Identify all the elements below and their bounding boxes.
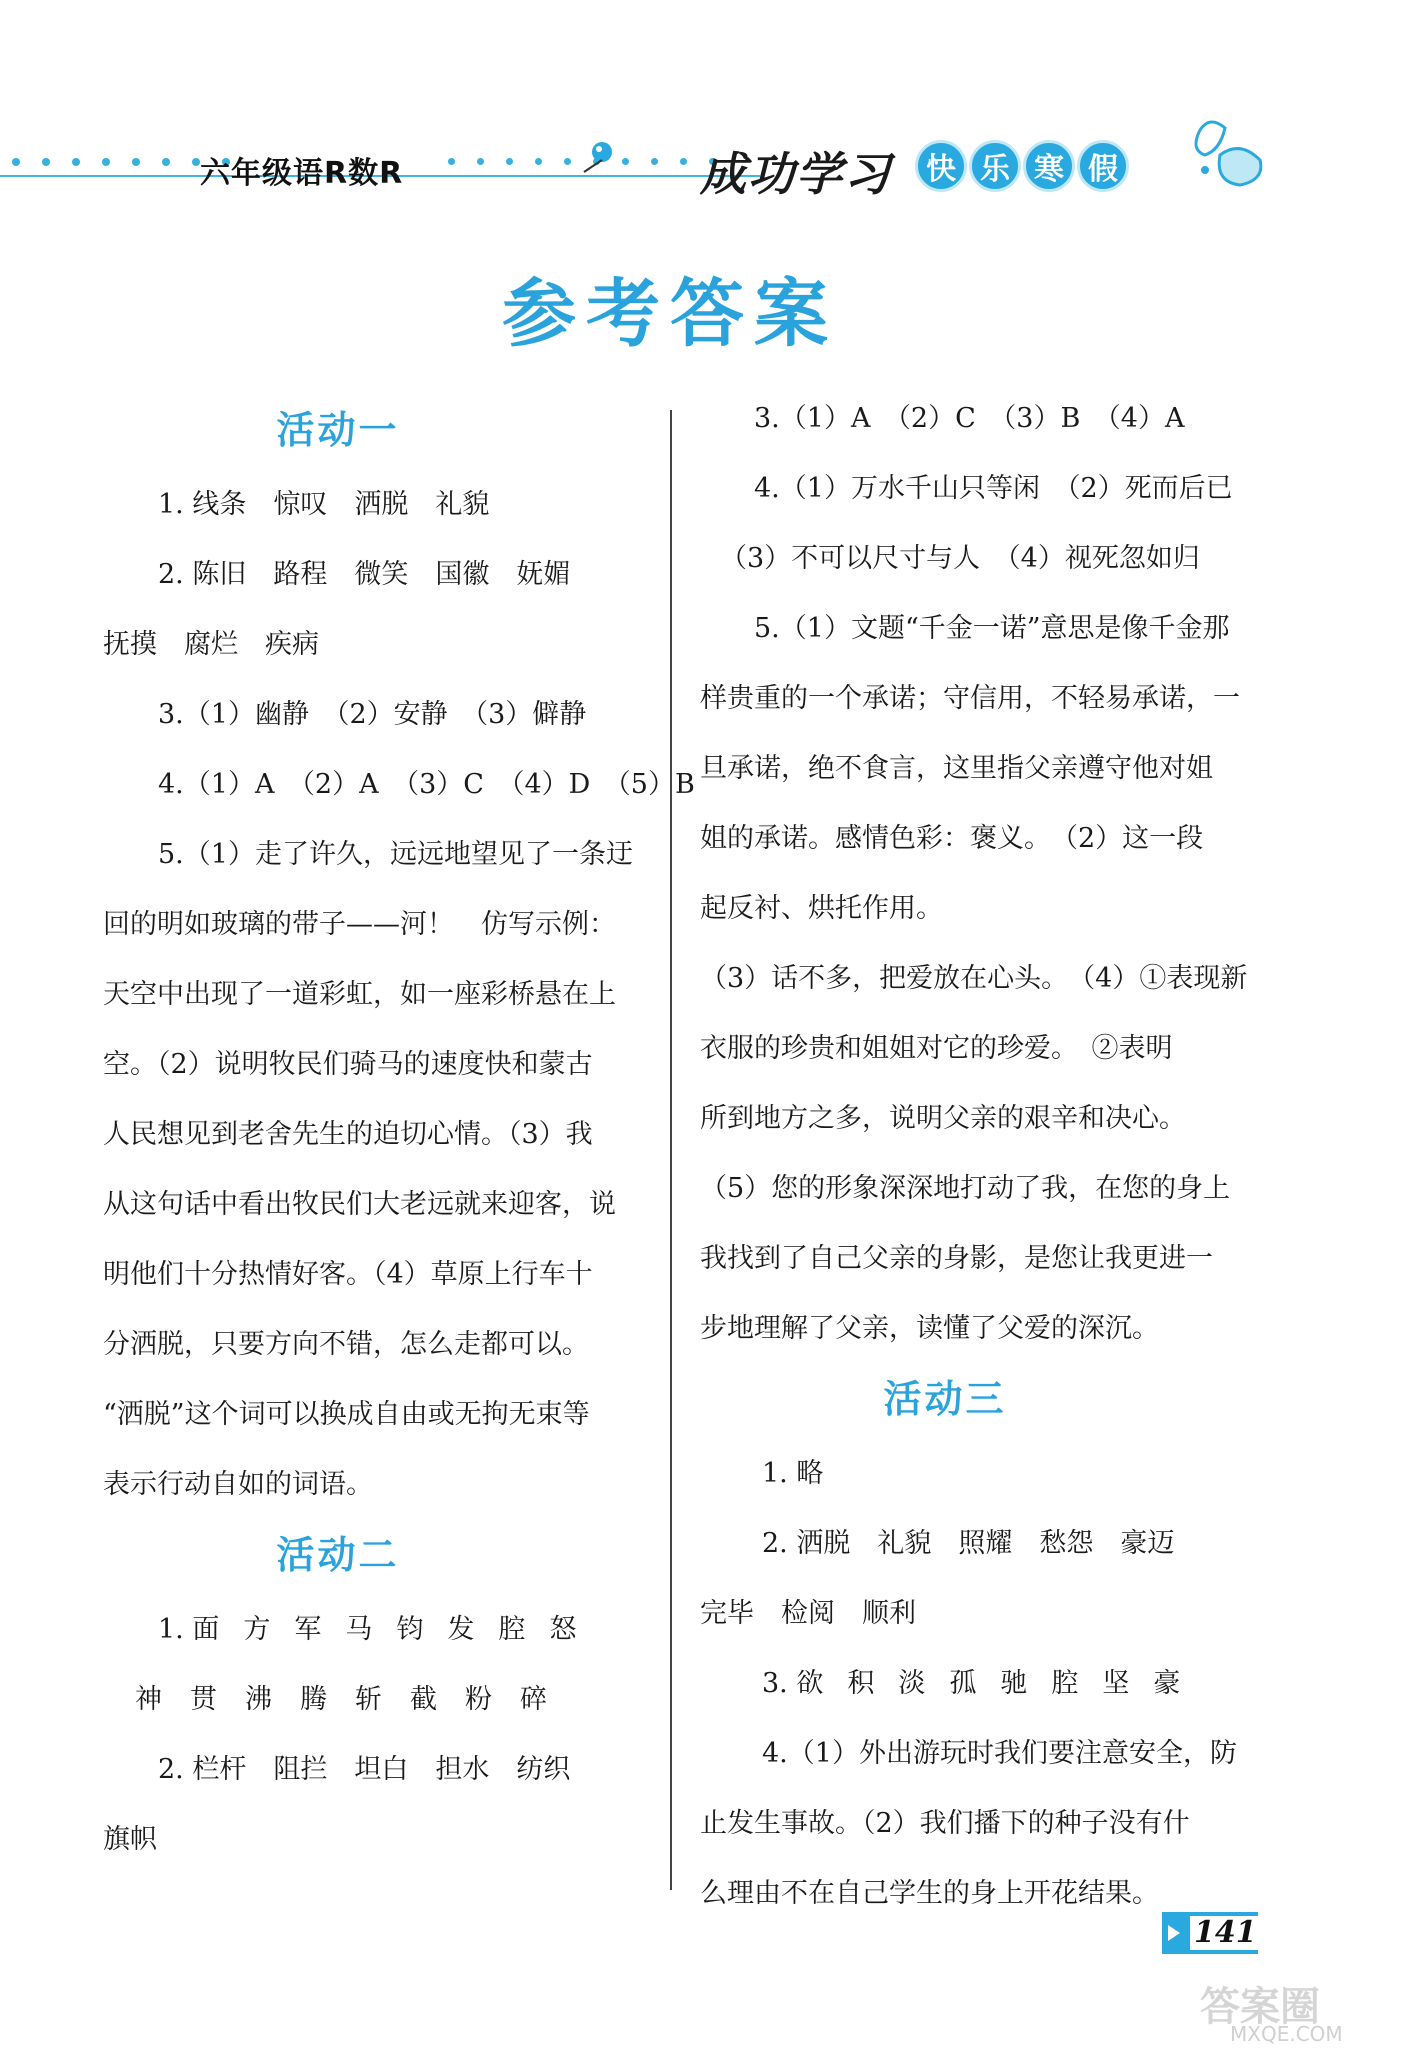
answer-line (103, 1595, 653, 1665)
answer-line: “洒脱”这个词可以换成自由或无拘无束等 (103, 1399, 590, 1430)
answer-line: 么理由不在自己学生的身上开花结果。 (700, 1878, 1159, 1909)
answer-line (700, 1649, 1260, 1719)
answer-line (103, 1665, 653, 1735)
answer-line: 回的明如玻璃的带子——河！ 仿写示例： (103, 909, 616, 940)
answer-char: 3. 欲 (762, 1668, 824, 1699)
answer-line: 抚摸 腐烂 疾病 (103, 629, 319, 660)
answer-line: 1. 线条 惊叹 洒脱 礼貌 (158, 489, 490, 520)
badge-char: 寒 (1023, 140, 1075, 192)
answer-char: 沸 (245, 1684, 272, 1715)
answer-char: 碎 (520, 1684, 547, 1715)
answer-line: 表示行动自如的词语。 (103, 1469, 373, 1500)
answer-line: 4.（1）外出游玩时我们要注意安全，防 (762, 1738, 1237, 1769)
section-heading: 活动二 (276, 1533, 400, 1577)
answer-char: 1. 面 (158, 1614, 220, 1645)
answer-char: 怒 (549, 1614, 577, 1645)
answer-char: 驰 (1000, 1668, 1028, 1699)
answer-char: 坚 (1102, 1668, 1130, 1699)
answer-line: 1. 略 (762, 1458, 824, 1489)
answer-line: 5.（1）走了许久，远远地望见了一条迂 (158, 839, 633, 870)
page-title: 参考答案 (502, 271, 838, 357)
answer-char: 截 (410, 1684, 437, 1715)
pushpin-icon (572, 138, 622, 178)
answer-char: 腔 (1051, 1668, 1079, 1699)
answer-line: 分洒脱，只要方向不错，怎么走都可以。 (103, 1329, 589, 1360)
answer-line: 姐的承诺。感情色彩：褒义。 （2）这一段 (700, 823, 1204, 854)
watermark-url: MXQE.COM (1230, 2022, 1343, 2046)
answer-char: 豪 (1153, 1668, 1181, 1699)
right-column (700, 384, 1260, 1929)
answer-line: 所到地方之多，说明父亲的艰辛和决心。 (700, 1103, 1186, 1134)
answer-line: 2. 栏杆 阻拦 坦白 担水 纺织 (158, 1754, 571, 1785)
answer-line: 止发生事故。（2）我们播下的种子没有什 (700, 1808, 1190, 1839)
answer-line: 衣服的珍贵和姐姐对它的珍爱。 ②表明 (700, 1033, 1173, 1064)
answer-char: 马 (345, 1614, 373, 1645)
answer-char: 贯 (190, 1684, 217, 1715)
play-triangle-icon (1168, 1925, 1180, 1941)
badge-char: 假 (1077, 140, 1129, 192)
answer-char: 钧 (396, 1614, 424, 1645)
answer-line: 天空中出现了一道彩虹，如一座彩桥悬在上 (103, 979, 616, 1010)
answer-char: 淡 (898, 1668, 926, 1699)
answer-line: 我找到了自己父亲的身影，是您让我更进一 (700, 1243, 1213, 1274)
answer-line: 5.（1）文题“千金一诺”意思是像千金那 (754, 613, 1230, 644)
answer-char: 发 (447, 1614, 475, 1645)
watermark: 答案圈 (1200, 1984, 1320, 2030)
header-dots-left (12, 158, 230, 166)
answer-char: 神 (135, 1684, 162, 1715)
answer-char: 腾 (300, 1684, 327, 1715)
answer-char: 腔 (498, 1614, 526, 1645)
answer-line: 样贵重的一个承诺；守信用，不轻易承诺，一 (700, 683, 1240, 714)
answer-line: 2. 洒脱 礼貌 照耀 愁怨 豪迈 (762, 1528, 1175, 1559)
page-number-tab (1162, 1912, 1258, 1954)
left-column (103, 395, 695, 1875)
answer-line: 旗帜 (103, 1824, 157, 1855)
answer-char: 粉 (465, 1684, 492, 1715)
answer-line: 3.（1）A （2）C （3）B （4）A (754, 403, 1185, 434)
answer-line: （3）不可以尺寸与人 （4）视死忽如归 (720, 543, 1200, 574)
answer-line: 3.（1）幽静 （2）安静 （3）僻静 (158, 699, 587, 730)
answer-line: 完毕 检阅 顺利 (700, 1598, 916, 1629)
page-number: 141 (1190, 1916, 1261, 1950)
answer-char: 积 (847, 1668, 875, 1699)
section-heading: 活动三 (883, 1377, 1007, 1421)
answer-line: 步地理解了父亲，读懂了父爱的深沉。 (700, 1313, 1159, 1344)
answer-line: 人民想见到老舍先生的迫切心情。（3）我 (103, 1119, 593, 1150)
answer-line: 4.（1）万水千山只等闲 （2）死而后已 (754, 473, 1233, 504)
grade-label: 六年级语R数R (200, 156, 404, 191)
column-divider (670, 410, 672, 1890)
answer-line: 旦承诺，绝不食言，这里指父亲遵守他对姐 (700, 753, 1213, 784)
answer-char: 方 (243, 1614, 271, 1645)
section-heading: 活动一 (276, 408, 400, 452)
answer-line: 空。（2）说明牧民们骑马的速度快和蒙古 (103, 1049, 593, 1080)
shoes-decoration-icon (1180, 110, 1280, 200)
answer-line: 2. 陈旧 路程 微笑 国徽 妩媚 (158, 559, 571, 590)
answer-line: 明他们十分热情好客。（4）草原上行车十 (103, 1259, 593, 1290)
answer-char: 孤 (949, 1668, 977, 1699)
answer-line: （5）您的形象深深地打动了我，在您的身上 (700, 1173, 1231, 1204)
answer-char: 军 (294, 1614, 322, 1645)
badge-char: 快 (915, 140, 967, 192)
answer-line: 4.（1）A （2）A （3）C （4）D （5）B (158, 769, 695, 800)
badge-char: 乐 (969, 140, 1021, 192)
answer-line: 起反衬、烘托作用。 (700, 893, 943, 924)
holiday-badges (915, 140, 1129, 192)
brand-title: 成功学习 (700, 147, 892, 201)
answer-char: 斩 (355, 1684, 382, 1715)
answer-line: （3）话不多，把爱放在心头。 （4）①表现新 (700, 963, 1248, 994)
answer-line: 从这句话中看出牧民们大老远就来迎客，说 (103, 1189, 616, 1220)
